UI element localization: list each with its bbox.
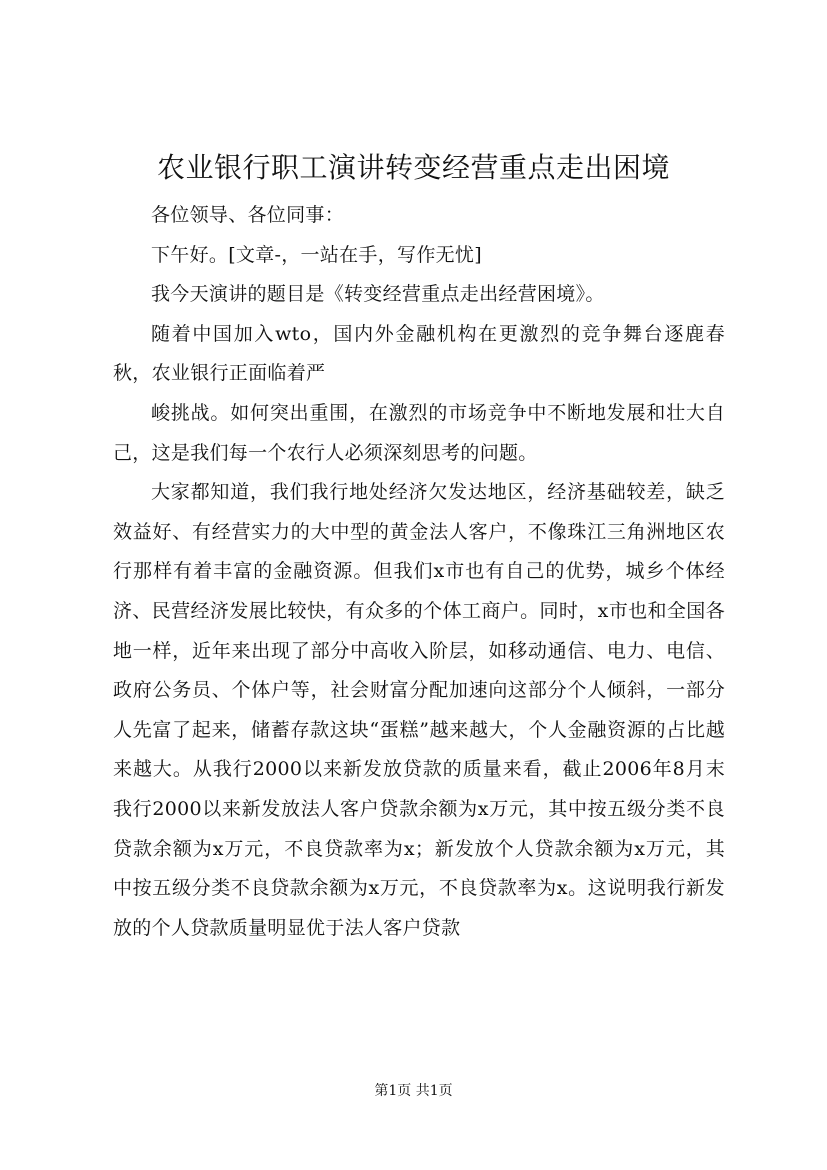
paragraph: 大家都知道，我们我行地处经济欠发达地区，经济基础较差，缺乏效益好、有经营实力的大中型的黄金法人客户，不像珠江三角洲地区农行那样有着丰富的金融资源。但我们x市也有自己的优势，城乡个体经济、民营经济发展比较快，有众多的个体工商户。同时，x市也和全国各地一样，近年来出现了部分中高收入阶层，如移动通信、电力、电信、政府公务员、个体户等，社会财富分配加速向这部分个人倾斜，一部分人先富了起来，储蓄存款这块“蛋糕”越来越大，个人金融资源的占比越来越大。从我行2000以来新发放贷款的质量来看，截止2006年8月末我行2000以来新发放法人客户贷款余额为x万元，其中按五级分类不良贷款余额为x万元，不良贷款率为x；新发放个人贷款余额为x万元，其中按五级分类不良贷款余额为x万元，不良贷款率为x。这说明我行新发放的个人贷款质量明显优于法人客户贷款 [113,481,725,939]
paragraph: 我今天演讲的题目是《转变经营重点走出经营困境》。 [151,283,605,306]
paragraph: 峻挑战。如何突出重围，在激烈的市场竞争中不断地发展和壮大自己，这是我们每一个农行人必须深刻思考的问题。 [113,401,725,464]
document-body [113,196,725,948]
document-title: 农业银行职工演讲转变经营重点走出困境 [156,151,670,184]
paragraph: 随着中国加入wto，国内外金融机构在更激烈的竞争舞台逐鹿春秋，农业银行正面临着严 [113,322,725,385]
paragraph: 各位领导、各位同事： [151,204,345,226]
paragraph: 下午好。[文章-，一站在手，写作无忧] [151,243,482,266]
page-number-footer: 第1页 共1页 [374,1083,453,1099]
